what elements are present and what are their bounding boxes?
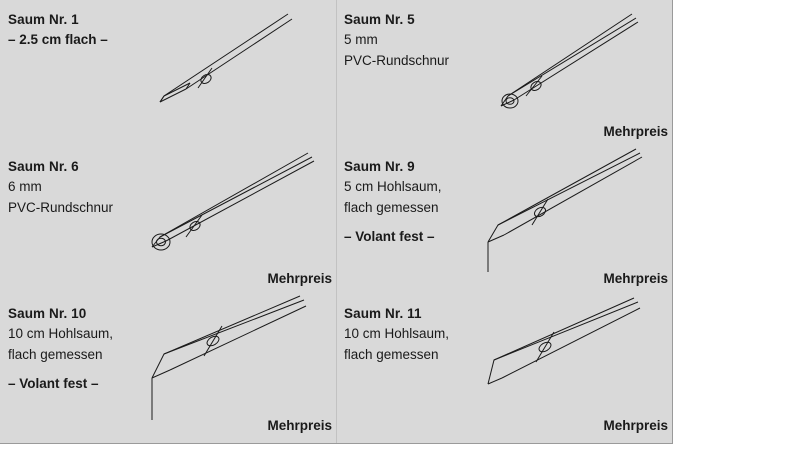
surcharge-label: Mehrpreis bbox=[603, 418, 668, 433]
surcharge-label: Mehrpreis bbox=[267, 418, 332, 433]
hem-line: – 2.5 cm flach – bbox=[8, 32, 108, 47]
hem-title: Saum Nr. 6 bbox=[8, 159, 79, 174]
hem-line: 5 mm bbox=[344, 32, 378, 47]
hem-title: Saum Nr. 11 bbox=[344, 306, 422, 321]
hem-line: 6 mm bbox=[8, 179, 42, 194]
hem-title: Saum Nr. 9 bbox=[344, 159, 415, 174]
hem-labels-9 bbox=[344, 157, 534, 247]
hem-line: flach gemessen bbox=[8, 347, 103, 362]
hem-option-9 bbox=[336, 147, 672, 294]
hem-option-6 bbox=[0, 147, 336, 294]
hem-line: flach gemessen bbox=[344, 200, 439, 215]
surcharge-label: Mehrpreis bbox=[603, 271, 668, 286]
hem-option-1 bbox=[0, 0, 336, 147]
hem-option-11 bbox=[336, 294, 672, 441]
hem-line: PVC-Rundschnur bbox=[8, 200, 114, 215]
surcharge-label: Mehrpreis bbox=[603, 124, 668, 139]
hem-labels-1 bbox=[8, 10, 198, 50]
hem-option-5 bbox=[336, 0, 672, 147]
hem-line: – Volant fest – bbox=[344, 229, 435, 244]
surcharge-label: Mehrpreis bbox=[267, 271, 332, 286]
hem-line: – Volant fest – bbox=[8, 376, 99, 391]
hem-line: 10 cm Hohlsaum, bbox=[8, 326, 114, 341]
hem-option-10 bbox=[0, 294, 336, 441]
hem-labels-10 bbox=[8, 304, 198, 394]
hem-line: 5 cm Hohlsaum, bbox=[344, 179, 442, 194]
hem-title: Saum Nr. 5 bbox=[344, 12, 415, 27]
hem-labels-6 bbox=[8, 157, 198, 218]
hem-labels-5 bbox=[344, 10, 534, 71]
hem-line: PVC-Rundschnur bbox=[344, 53, 450, 68]
hem-labels-11 bbox=[344, 304, 534, 365]
hem-title: Saum Nr. 10 bbox=[8, 306, 87, 321]
hem-title: Saum Nr. 1 bbox=[8, 12, 79, 27]
hem-line: 10 cm Hohlsaum, bbox=[344, 326, 450, 341]
hem-line: flach gemessen bbox=[344, 347, 439, 362]
